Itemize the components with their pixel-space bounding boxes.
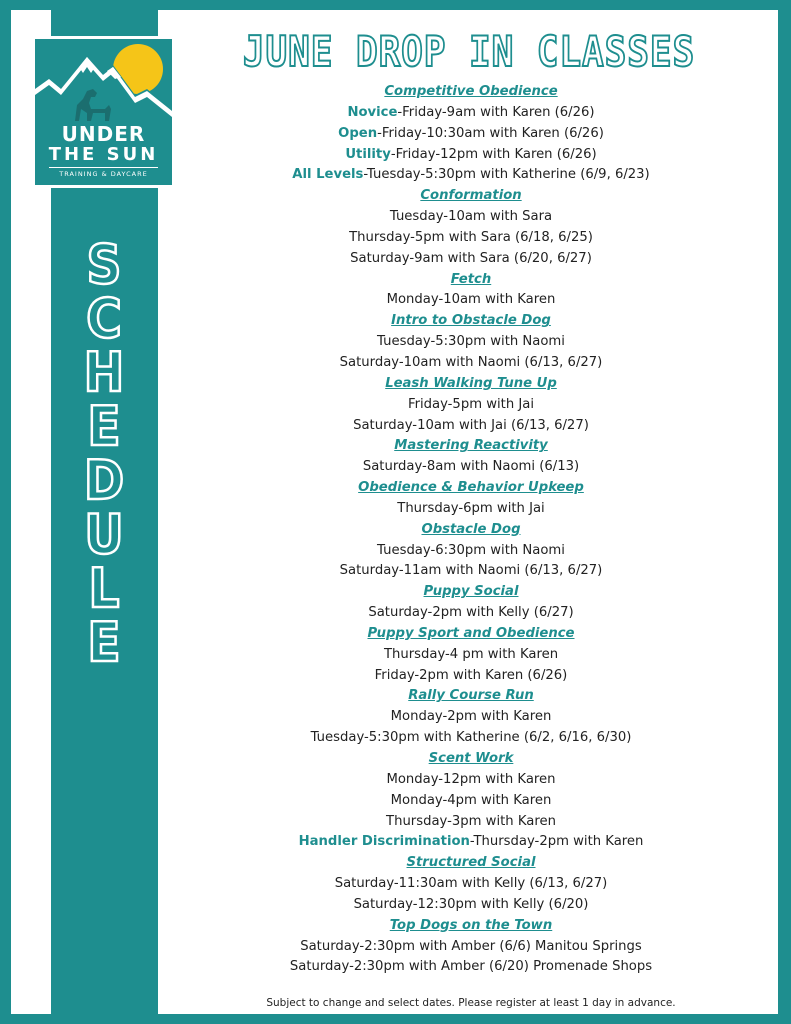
class-title: Rally Course Run <box>408 688 534 704</box>
class-title: Puppy Sport and Obedience <box>367 625 575 641</box>
class-session <box>160 957 782 978</box>
session-level-label: Utility <box>345 146 391 162</box>
class-title: Puppy Social <box>423 584 519 600</box>
class-session <box>160 832 782 853</box>
session-level-label: All Levels <box>292 167 364 183</box>
class-session <box>160 165 782 186</box>
session-time-text: Monday-10am with Karen <box>386 292 556 308</box>
logo-text-under: UNDER <box>61 122 146 146</box>
side-title-letter: H <box>83 341 125 404</box>
session-time-text: Tuesday-5:30pm with Katherine (6/2, 6/16, 6/30) <box>310 730 632 746</box>
class-session <box>160 499 782 520</box>
class-session <box>160 416 782 437</box>
class-session <box>160 791 782 812</box>
class-title: Intro to Obstacle Dog <box>391 313 551 329</box>
logo-divider <box>49 167 158 168</box>
session-time-text: -Friday-9am with Karen (6/26) <box>397 104 595 120</box>
session-time-text: Saturday-10am with Jai (6/13, 6/27) <box>353 417 589 433</box>
session-time-text: -Thursday-2pm with Karen <box>469 834 644 850</box>
class-title: Competitive Obedience <box>384 84 558 99</box>
session-time-text: Monday-4pm with Karen <box>390 792 552 808</box>
session-time-text: Saturday-2pm with Kelly (6/27) <box>368 605 574 621</box>
class-session <box>160 207 782 228</box>
class-title: Leash Walking Tune Up <box>385 375 557 391</box>
class-session <box>160 603 782 624</box>
session-time-text: Saturday-12:30pm with Kelly (6/20) <box>353 896 589 912</box>
side-title-letter: E <box>87 611 121 674</box>
session-time-text: Thursday-5pm with Sara (6/18, 6/25) <box>349 229 593 245</box>
footer-note: Subject to change and select dates. Please register at least 1 day in advance. <box>266 997 676 1009</box>
class-session <box>160 103 782 124</box>
class-list <box>160 82 782 978</box>
mountain-sun-dog-icon <box>35 39 172 125</box>
class-session <box>160 249 782 270</box>
class-session <box>160 645 782 666</box>
session-time-text: Tuesday-6:30pm with Naomi <box>377 542 565 558</box>
class-session <box>160 770 782 791</box>
class-session <box>160 228 782 249</box>
session-time-text: Thursday-6pm with Jai <box>397 500 545 516</box>
class-title: Conformation <box>420 188 522 204</box>
session-time-text: Tuesday-5:30pm with Naomi <box>377 334 565 350</box>
class-title: Top Dogs on the Town <box>389 917 553 933</box>
side-title-letter: C <box>86 287 122 350</box>
class-session <box>160 395 782 416</box>
session-time-text: Tuesday-10am with Sara <box>389 209 553 225</box>
session-time-text: Saturday-2:30pm with Amber (6/6) Manitou Springs <box>300 938 642 954</box>
class-session <box>160 457 782 478</box>
session-time-text: Thursday-3pm with Karen <box>386 813 556 829</box>
session-time-text: Friday-5pm with Jai <box>407 396 535 412</box>
class-session <box>160 541 782 562</box>
session-time-text: -Friday-12pm with Karen (6/26) <box>390 146 597 162</box>
session-time-text: Monday-2pm with Karen <box>390 709 552 725</box>
logo-tagline: TRAINING & DAYCARE <box>59 170 148 178</box>
class-session <box>160 124 782 145</box>
session-time-text: Saturday-2:30pm with Amber (6/20) Promenade Shops <box>289 959 653 975</box>
session-level-label: Open <box>338 125 378 141</box>
side-title-letter: L <box>88 557 120 620</box>
class-title: Structured Social <box>406 855 536 871</box>
session-time-text: Monday-12pm with Karen <box>386 771 556 787</box>
page-title: JUNE DROP IN CLASSES <box>242 27 696 76</box>
class-session <box>160 874 782 895</box>
logo <box>32 36 175 188</box>
session-level-label: Handler Discrimination <box>298 834 470 850</box>
class-session <box>160 728 782 749</box>
side-title-letter: U <box>84 503 124 566</box>
side-title-letter: D <box>83 449 125 512</box>
class-title: Obstacle Dog <box>421 521 521 537</box>
class-session <box>160 812 782 833</box>
class-session <box>160 666 782 687</box>
class-title: Fetch <box>450 271 492 287</box>
session-level-label: Novice <box>347 104 398 120</box>
class-session <box>160 561 782 582</box>
class-session <box>160 145 782 166</box>
session-time-text: Saturday-9am with Sara (6/20, 6/27) <box>350 250 592 266</box>
class-session <box>160 290 782 311</box>
side-title-letter: E <box>87 395 121 458</box>
class-session <box>160 937 782 958</box>
side-title-letter: S <box>86 233 122 296</box>
schedule-content <box>160 22 782 978</box>
class-session <box>160 707 782 728</box>
class-session <box>160 895 782 916</box>
class-session <box>160 332 782 353</box>
session-time-text: Saturday-11am with Naomi (6/13, 6/27) <box>339 563 603 579</box>
class-title: Mastering Reactivity <box>394 438 548 454</box>
session-time-text: -Tuesday-5:30pm with Katherine (6/9, 6/23) <box>363 167 650 183</box>
session-time-text: Saturday-10am with Naomi (6/13, 6/27) <box>339 354 603 370</box>
logo-text-the-sun: THE SUN <box>48 144 159 165</box>
session-time-text: Saturday-11:30am with Kelly (6/13, 6/27) <box>334 876 608 892</box>
class-title: Obedience & Behavior Upkeep <box>358 480 584 496</box>
class-session <box>160 353 782 374</box>
session-time-text: Friday-2pm with Karen (6/26) <box>374 667 568 683</box>
class-title: Scent Work <box>428 751 514 766</box>
side-title-schedule <box>72 233 136 674</box>
session-time-text: Thursday-4 pm with Karen <box>383 646 559 662</box>
session-time-text: -Friday-10:30am with Karen (6/26) <box>377 125 604 141</box>
session-time-text: Saturday-8am with Naomi (6/13) <box>362 459 580 475</box>
